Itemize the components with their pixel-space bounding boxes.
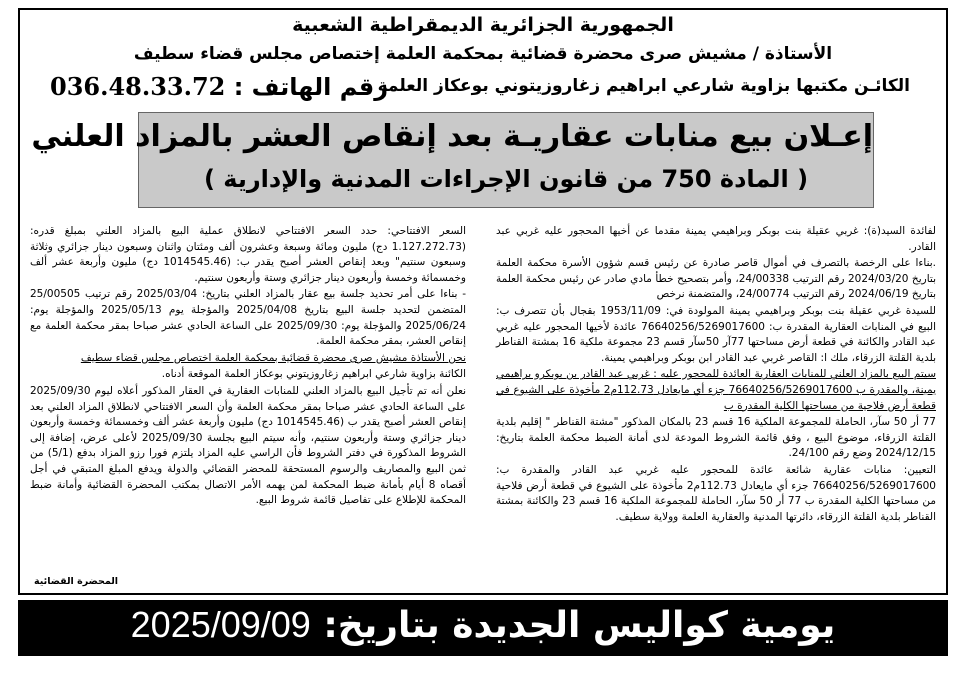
phone-block bbox=[50, 72, 388, 101]
paragraph: للسيدة غربي عقيلة بنت بوبكر وبراهيمي يمينة المولودة في: 1953/11/09 بقجال بأن تتصرف ب: البيع في المنابات العقارية المقدرة ب: 76640256/5269017600 عائدة لأخيها المحجور عليه غربي عبد القادر والكائنة في قطعة أرض مساحتها 77آر 50سآر قسم 23 مجموعة ملكية 16 بمشتة القناطر بلدية القلتة الزرقاء، ملك ا: القاصر غربي عبد القادر ابن بوبكر وبراهيمي يمينة. bbox=[496, 304, 937, 364]
footer-label: يومية كواليس الجديدة بتاريخ: bbox=[323, 605, 836, 646]
signature-label: المحضرة القضائية bbox=[34, 576, 119, 587]
left-text-column bbox=[30, 224, 466, 510]
footer-text bbox=[18, 604, 948, 646]
announcement-banner bbox=[31, 112, 874, 208]
phone-number: 036.48.33.72 bbox=[50, 72, 226, 101]
paragraph: سيتم البيع بالمزاد العلني للمنابات العقارية العائدة للمحجور عليه : غربي عبد القادر بن بوبكرو براهيمي يمينة، والمقدرة ب 76640256/5269017600 جزء أي مايعادل 112.73م2 مأخوذة على الشيوع في قطعة أرض فلاحية من مساحتها الكلية المقدرة ب bbox=[496, 368, 936, 412]
paragraph: السعر الافتتاحي: حدد السعر الافتتاحي لانطلاق عملية البيع بالمزاد العلني بمبلغ قدره: (1.127.272.73 دج) مليون ومائة وسبعة وعشرون ألف ومئتان واثنان وسبعون دينار جزائري وثلاثة وسبعون سنتيم" وبعد إنقاص العشر أصبح يقدر ب: (1014545.46 دج) مليون وأربعة عشر ألف وخمسمائة وخمسة وأربعون دينار جزائري وستة وأربعون سنتيم. bbox=[30, 225, 466, 284]
paragraph: التعيين: منابات عقارية شائعة عائدة للمحجور عليه غربي عبد القادر والمقدرة ب: 76640256/5269017600 جزء أي مايعادل 112.73م2 مأخوذة على الشيوع في قطعة أرض فلاحية من مساحتها الكلية المقدرة ب 77 أر 50 سآر، الحاملة للمجموعة الملكية 16 قسم 23 والكائنة بمشتة القناطر بلدية القلتة الزرقاء، دائرتها المدنية والعقارية العلمة وولاية سطيف. bbox=[496, 463, 936, 523]
paragraph: .بناءا على الرخصة بالتصرف في أموال قاصر صادرة عن رئيس قسم شؤون الأسرة محكمة العلمة بتاريخ 2024/03/20 رقم الترتيب 24/00338، وأمر بتصحيح خطأ مادي صادر عن رئيس محكمة العلمة بتاريخ 2024/06/19 رقم الترتيب 24/00774، والمتضمنة نرخص bbox=[496, 257, 936, 301]
announcement-title: إعـلان بيع منابات عقاريـة بعد إنقاص العشر بالمزاد العلني bbox=[31, 119, 873, 154]
paragraph: نعلن أنه تم تأجيل البيع بالمزاد العلني للمنابات العقارية في العقار المذكور أعلاه ليوم 2025/09/30 على الساعة الحادي عشر صباحا بمقر محكمة العلمة وأن السعر الافتتاحي لانطلاق المزاد العلني بعد إنقاص العشر أصبح يقدر ب (1014545.46 دج) مليون وأربعة عشر ألف وخمسمائة وخمسة وأربعون دينار جزائري وستة وأربعون سنتيم، وأنه سيتم البيع بجلسة 2025/09/30 لأعلى عرض، إضافة إلى الشروط المذكورة في دفتر الشروط فأن الراسي عليه المزاد يلتزم فورا رزو المزاد بدفع (5/1) من ثمن البيع والمصاريف والرسوم المستحقة للمحضر القضائي والدولة ويدفع المبلغ المتبقي في أجل أقصاه 8 أيام بأمانة ضبط المحكمة لمن يهمه الأمر الاتصال بمكتب المحضرة القضائية وأمانة ضبط المحكمة للإطلاع على تفاصيل قائمة شروط البيع. bbox=[30, 384, 466, 507]
newspaper-footer bbox=[18, 600, 948, 656]
office-address: الكائـن مكتبها بزاوية شارعي ابراهيم زغاروزيتوني بوعكاز العلمة bbox=[377, 76, 910, 96]
phone-label: رقم الهاتف : bbox=[233, 73, 389, 101]
address-row bbox=[50, 72, 910, 106]
paragraph: - بناءا على أمر تحديد جلسة بيع عقار بالمزاد العلني بتاريخ: 2025/03/04 رقم ترتيب 25/00505 المتضمن لتحديد جلسة البيع بتاريخ 2025/04/08 والمؤجلة يوم 2025/05/13 والمؤجلة يوم: 2025/06/24 والمؤجلة يوم: 2025/09/30 على الساعة الحادي عشر صباحا بمقر محكمة العلمة مع إنقاص العشر، بمقر محكمة العلمة. bbox=[30, 288, 467, 348]
announcement-frame bbox=[18, 8, 948, 595]
paragraph: لفائدة السيد(ة): غربي عقيلة بنت بوبكر وبراهيمي يمينة مقدما عن أخيها المحجور عليه غربي عبد القادر. bbox=[496, 225, 936, 253]
announcement-subtitle: ( المادة 750 من قانون الإجراءات المدنية والإدارية ) bbox=[203, 165, 809, 193]
paragraph: نحن الأستاذة مشيش صرى محضرة قضائية بمحكمة العلمة اختصاص مجلس قضاء سطيف bbox=[80, 351, 466, 364]
paragraph: الكائنة بزاوية شارعي ابراهيم زغاروزيتوني بوعكاز العلمة الموقعة أدناه. bbox=[161, 368, 466, 381]
republic-title: الجمهورية الجزائرية الديمقراطية الشعبية bbox=[292, 14, 674, 36]
right-text-column bbox=[496, 224, 936, 526]
footer-date: 2025/09/09 bbox=[130, 604, 311, 645]
bailiff-name-line: الأستاذة / مشيش صرى محضرة قضائية بمحكمة العلمة إختصاص مجلس قضاء سطيف bbox=[133, 44, 833, 64]
paragraph: 77 أر 50 سآر، الحاملة للمجموعة الملكية 16 قسم 23 بالمكان المذكور "مشتة القناطر " إقليم بلدية القلتة الزرقاء، موضوع البيع ، وفق قائمة الشروط المودعة لدى أمانة الضبط محكمة العلمة بتاريخ: 2024/12/15 وضع رقم 24/100. bbox=[496, 416, 936, 460]
